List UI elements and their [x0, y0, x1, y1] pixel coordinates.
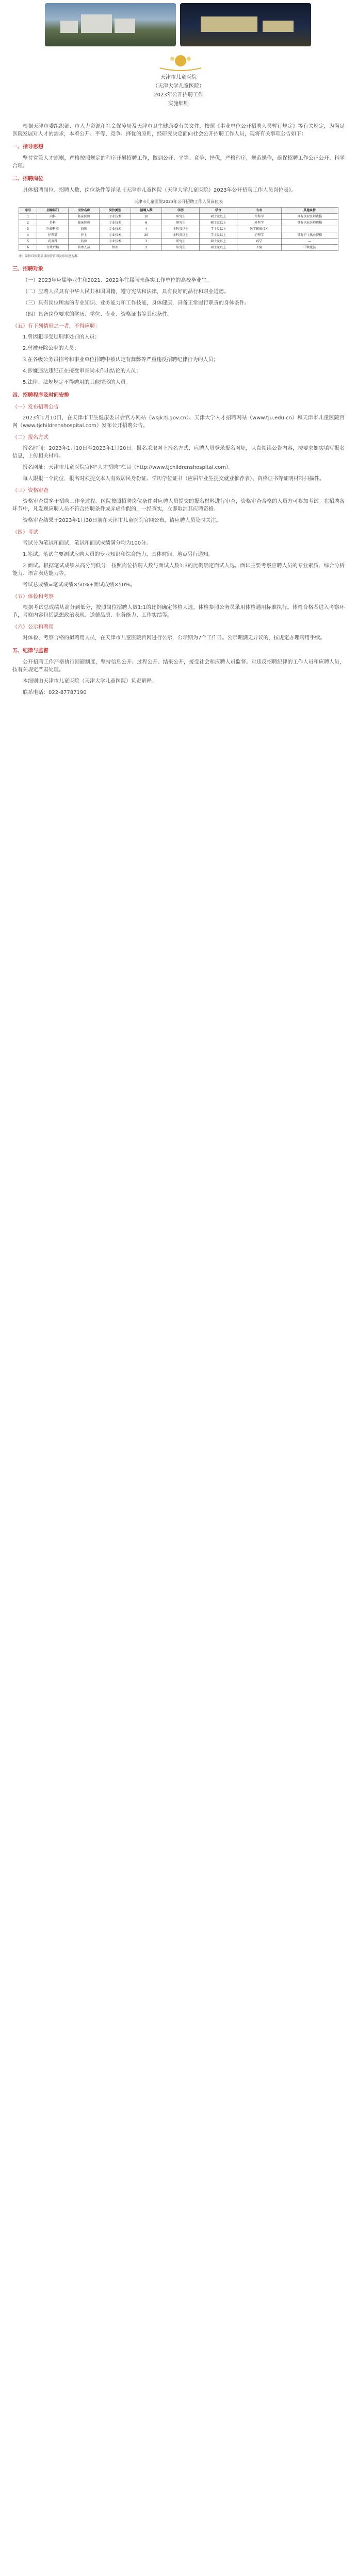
table-cell: 6: [19, 245, 37, 251]
decorative-header-icon: [129, 50, 232, 73]
article-body: [12, 123, 345, 700]
table-cell: 20: [131, 232, 161, 239]
paragraph: 1.笔试。笔试主要测试应聘人员的专业知识和综合能力，具体时间、地点另行通知。: [23, 552, 214, 557]
table-cell: 具有执业医师资格: [281, 220, 338, 226]
paragraph: 联系电话：022-87787190: [23, 690, 87, 696]
table-cell: 5: [19, 239, 37, 245]
table-cell: 外科学: [237, 220, 281, 226]
article-title-block: [0, 73, 357, 108]
paragraph: 考试总成绩=笔试成绩×50%+面试成绩×50%。: [23, 582, 135, 588]
section-heading: 三、招聘对象: [12, 266, 43, 272]
table-note: 注：岗位具体要求以医院官网发布信息为准。: [19, 255, 81, 258]
table-header: 招聘部门: [37, 208, 68, 214]
title-line-4: 实施细则: [168, 101, 189, 107]
table-cell: 3: [131, 239, 161, 245]
paragraph: 报名时间：2023年1月10日至2023年1月20日。报名采取网上报名方式，应聘人员登录报名网址，认真阅读公告内容，按要求如实填写报名信息，上传相关材料。: [12, 446, 345, 459]
table-cell: 药学: [237, 239, 281, 245]
table-cell: 2: [19, 220, 37, 226]
table-cell: 行政后勤: [37, 245, 68, 251]
table-cell: 专业技术: [100, 220, 131, 226]
table-cell: 中共党员: [281, 245, 338, 251]
table-cell: 10: [131, 214, 161, 220]
table-cell: 医技科室: [37, 226, 68, 232]
table-cell: 技师: [68, 226, 99, 232]
positions-table-box: [12, 198, 345, 260]
table-title: 天津市儿童医院2023年公开招聘工作人员岗位表: [134, 199, 223, 204]
paragraph: 根据考试总成绩从高分到低分，按照岗位招聘人数1:1的比例确定体检人选。体检参照公务员录用体检通用标准执行。体检合格者进入考察环节，考察内容包括思想政治表现、道德品质、业务能力、工作实绩等。: [12, 605, 345, 618]
paragraph: （二）应聘人员具有中华人民共和国国籍，遵守宪法和法律，具有良好的品行和职业道德。: [23, 289, 229, 295]
paragraph: 根据天津市委组织部、市人力资源和社会保障局及天津市卫生健康委有关文件，按照《事业单位公开招聘人员暂行规定》等有关规定，为满足医院发展对人才的需求，本着公开、平等、竞争、择优的原则，经研究决定面向社会公开招聘工作人员，现将有关事项公告如下：: [12, 124, 345, 137]
title-line-1: 天津市儿童医院: [160, 75, 197, 80]
section-heading: （四）考试: [12, 530, 38, 535]
paragraph: 具体招聘岗位、招聘人数、岗位条件等详见《天津市儿童医院（天津大学儿童医院）2023年公开招聘工作人员岗位表》。: [23, 188, 297, 193]
table-header: 岗位类别: [100, 208, 131, 214]
table-cell: 研究生: [162, 214, 200, 220]
paragraph: 3.在各级公务员招考和事业单位招聘中被认定有舞弊等严重违反招聘纪律行为的人员；: [23, 357, 219, 363]
table-cell: 学士及以上: [200, 232, 237, 239]
paragraph: 每人限报一个岗位，报名时须提交本人有效居民身份证、学历学位证书（应届毕业生提交就业推荐表）、资格证书等证明材料扫描件。: [23, 476, 324, 482]
table-cell: —: [281, 239, 338, 245]
paragraph: 1.曾因犯罪受过刑事处罚的人员；: [23, 334, 100, 340]
table-cell: 具有执业医师资格: [281, 214, 338, 220]
section-heading: （一）发布招聘公告: [12, 404, 59, 410]
table-cell: 专业技术: [100, 214, 131, 220]
title-line-3: 2023年公开招聘工作: [154, 92, 203, 98]
section-heading: （二）报名方式: [12, 435, 48, 440]
table-cell: 不限: [237, 245, 281, 251]
section-heading: （三）资格审查: [12, 488, 48, 494]
hospital-night-photo: [180, 3, 311, 46]
section-heading: 二、招聘岗位: [12, 176, 43, 182]
paragraph: （一）2023年应届毕业生和2021、2022年往届尚未落实工作单位的高校毕业生。: [23, 278, 212, 283]
paragraph: 报名网址：天津市儿童医院官网“人才招聘”栏目（http://www.tjchildrenshospital.com）。: [23, 465, 234, 470]
table-cell: 硕士及以上: [200, 239, 237, 245]
table-cell: 硕士及以上: [200, 245, 237, 251]
table-cell: 2: [131, 245, 161, 251]
table-cell: 专业技术: [100, 226, 131, 232]
table-cell: 研究生: [162, 239, 200, 245]
table-cell: 研究生: [162, 245, 200, 251]
table-header: 序号: [19, 208, 37, 214]
table-cell: 4: [19, 232, 37, 239]
table-header: 专业: [237, 208, 281, 214]
paragraph: 考试分为笔试和面试，笔试和面试成绩满分均为100分。: [23, 540, 152, 546]
table-row: [19, 220, 338, 226]
paragraph: 资格审查结果于2023年1月30日前在天津市儿童医院官网公布，请应聘人员及时关注。: [23, 518, 221, 523]
paragraph: 本细则由天津市儿童医院（天津大学儿童医院）负责解释。: [23, 679, 157, 684]
table-cell: 内科: [37, 214, 68, 220]
header-photos: [45, 3, 311, 46]
paragraph: 公开招聘工作严格执行回避制度，坚持信息公开、过程公开、结果公开，接受社会和应聘人员监督。对违反招聘纪律的工作人员和应聘人员，按有关规定严肃处理。: [12, 659, 345, 673]
table-header: 学历: [162, 208, 200, 214]
section-heading: 一、指导思想: [12, 144, 43, 150]
table-cell: 药师: [68, 239, 99, 245]
paragraph: 2023年1月10日，在天津市卫生健康委员会官方网站（wsjk.tj.gov.cn）、天津大学人才招聘网站（www.tju.edu.cn）和天津市儿童医院官网（www.tjchildrenshospital.com）发布公开招聘公告。: [12, 415, 345, 429]
table-cell: —: [281, 226, 338, 232]
table-cell: 研究生: [162, 220, 200, 226]
table-cell: 4: [131, 226, 161, 232]
table-cell: 护理学: [237, 232, 281, 239]
table-cell: 临床医师: [68, 214, 99, 220]
paragraph: 对体检、考察合格的拟聘用人员，在天津市儿童医院官网进行公示，公示期为7个工作日。公示期满无异议的，按规定办理聘用手续。: [23, 635, 326, 641]
paragraph: 5.法律、法规规定不得聘用的其他情形的人员。: [23, 380, 131, 385]
paragraph: 2.面试。根据笔试成绩从高分到低分，按照岗位招聘人数与面试人数1:3的比例确定面试人选。面试主要考察应聘人员的专业素质、综合分析能力、语言表达能力等。: [12, 563, 345, 577]
table-header: 招聘人数: [131, 208, 161, 214]
table-header: 学位: [200, 208, 237, 214]
table-cell: 本科及以上: [162, 232, 200, 239]
table-cell: 管理: [100, 245, 131, 251]
title-line-2: （天津大学儿童医院）: [153, 83, 204, 89]
table-row: [19, 226, 338, 232]
table-cell: 3: [19, 226, 37, 232]
table-row: [19, 239, 338, 245]
table-row: [19, 214, 338, 220]
table-cell: 专业技术: [100, 232, 131, 239]
paragraph: （三）具有岗位所需的专业知识、业务能力和工作技能，身体健康，具备正常履行职责的身体条件。: [23, 300, 250, 306]
table-cell: 学士及以上: [200, 226, 237, 232]
table-cell: 儿科学: [237, 214, 281, 220]
section-heading: （五）有下列情形之一者，不得应聘：: [12, 324, 100, 329]
table-row: [19, 245, 338, 251]
table-header: 岗位名称: [68, 208, 99, 214]
section-heading: 五、纪律与监督: [12, 648, 48, 654]
table-cell: 硕士及以上: [200, 220, 237, 226]
table-cell: 外科: [37, 220, 68, 226]
table-cell: 护士: [68, 232, 99, 239]
section-heading: （六）公示和聘用: [12, 624, 54, 630]
section-heading: （五）体检和考察: [12, 594, 54, 600]
table-cell: 专业技术: [100, 239, 131, 245]
table-cell: 医学影像技术: [237, 226, 281, 232]
table-cell: 1: [19, 214, 37, 220]
paragraph: 2.曾被开除公职的人员；: [23, 346, 79, 351]
section-heading: 四、招聘程序及时间安排: [12, 393, 69, 398]
table-cell: 6: [131, 220, 161, 226]
paragraph: 资格审查贯穿于招聘工作全过程。医院按照招聘岗位条件对应聘人员提交的报名材料进行审查，资格审查合格的人员方可参加考试。在招聘各环节中，凡发现应聘人员不符合招聘条件或弄虚作假的，一经查实，立即取消其应聘资格。: [12, 499, 345, 512]
table-row: [19, 232, 338, 239]
table-cell: 具有护士执业资格: [281, 232, 338, 239]
table-cell: 临床医师: [68, 220, 99, 226]
positions-table: [19, 207, 338, 251]
paragraph: 坚持党管人才原则，严格按照规定的程序开展招聘工作，做到公开、平等、竞争、择优，严格程序，规范操作，确保招聘工作公正公开、科学合理。: [12, 156, 345, 169]
table-cell: 护理部: [37, 232, 68, 239]
table-cell: 管理人员: [68, 245, 99, 251]
table-cell: 硕士及以上: [200, 214, 237, 220]
table-cell: 药剂科: [37, 239, 68, 245]
table-cell: 本科及以上: [162, 226, 200, 232]
paragraph: 4.涉嫌违法违纪正在接受审查尚未作出结论的人员；: [23, 368, 141, 374]
table-header: 其他条件: [281, 208, 338, 214]
hospital-building-photo: [45, 3, 176, 46]
paragraph: （四）具备岗位要求的学历、学位、专业、资格证书等其他条件。: [23, 312, 172, 317]
